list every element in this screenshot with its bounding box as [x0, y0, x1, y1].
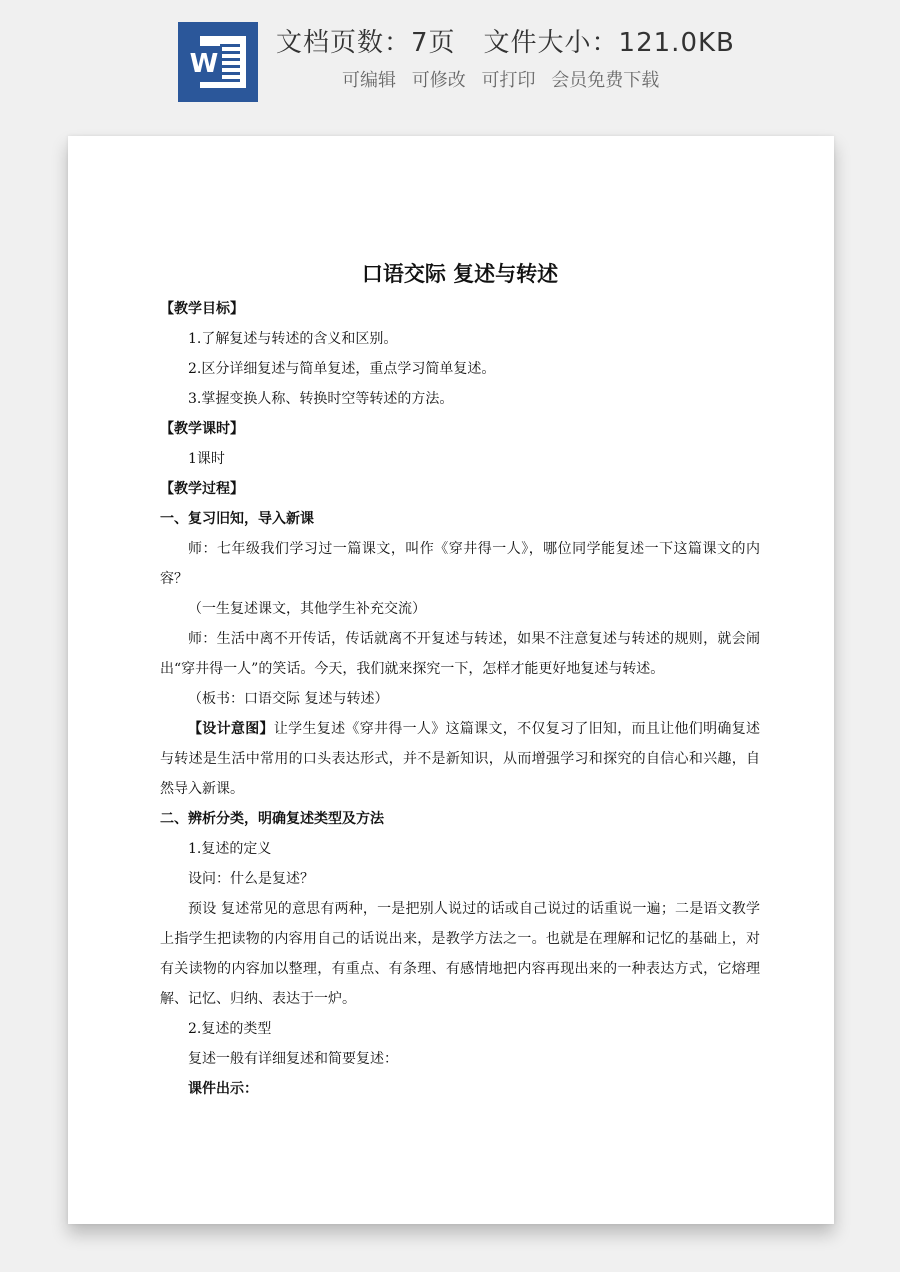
- goals-heading: 【教学目标】: [160, 301, 244, 317]
- goal-item: 1.了解复述与转述的含义和区别。: [188, 331, 398, 347]
- hours-heading: 【教学课时】: [160, 421, 244, 437]
- document-page: [68, 136, 834, 1224]
- page-count-label: 文档页数：7页: [276, 28, 456, 58]
- section1-paragraph: 师：生活中离不开传话，传话就离不开复述与转述，如果不注意复述与转述的规则，就会闹出“穿井得一人”的笑话。今天，我们就来探究一下，怎样才能更好地复述与转述。: [160, 631, 760, 677]
- goal-item: 2.区分详细复述与简单复述，重点学习简单复述。: [188, 361, 496, 377]
- document-title: 口语交际 复述与转述: [361, 262, 559, 286]
- file-size-label: 文件大小：121.0KB: [483, 28, 735, 58]
- design-intent-paragraph: [160, 714, 760, 804]
- section1-paragraph: （一生复述课文，其他学生补充交流）: [188, 601, 426, 617]
- courseware-label: 课件出示：: [188, 1081, 258, 1097]
- section2-paragraph: 复述一般有详细复述和简要复述：: [188, 1051, 398, 1067]
- design-intent-label: 【设计意图】: [188, 721, 274, 737]
- subsection-heading: 1.复述的定义: [188, 841, 272, 857]
- hours-value: 1课时: [188, 451, 225, 467]
- goal-item: 3.掌握变换人称、转换时空等转述的方法。: [188, 391, 454, 407]
- process-heading: 【教学过程】: [160, 481, 244, 497]
- feature-list: [342, 66, 669, 92]
- design-intent-text: 让学生复述《穿井得一人》这篇课文，不仅复习了旧知，而且让他们明确复述与转述是生活中常用的口头表达形式，并不是新知识，从而增强学习和探究的自信心和兴趣，自然导入新课。: [160, 721, 761, 797]
- feature-editable: 可编辑: [342, 70, 396, 91]
- section2-heading: 二、辨析分类，明确复述类型及方法: [160, 811, 384, 827]
- feature-printable: 可打印: [481, 70, 536, 91]
- feature-member-download: 会员免费下载: [551, 70, 660, 91]
- word-document-icon: [178, 22, 258, 102]
- section2-paragraph: 预设 复述常见的意思有两种，一是把别人说过的话或自己说过的话重说一遍；二是语文教学上指学生把读物的内容用自己的话说出来，是教学方法之一。也就是在理解和记忆的基础上，对有关读物的内容加以整理，有重点、有条理、有感情地把内容再现出来的一种表达方式，它熔理解、记忆、归纳、表达于一炉。: [160, 901, 760, 1007]
- section1-paragraph: 师：七年级我们学习过一篇课文，叫作《穿井得一人》，哪位同学能复述一下这篇课文的内容？: [160, 541, 760, 587]
- feature-modifiable: 可修改: [411, 70, 466, 91]
- subsection-heading: 2.复述的类型: [188, 1021, 272, 1037]
- section2-paragraph: 设问：什么是复述？: [188, 871, 314, 887]
- file-stats: [276, 22, 735, 59]
- section1-heading: 一、复习旧知，导入新课: [160, 511, 314, 527]
- document-body: [160, 254, 760, 1104]
- section1-paragraph: （板书：口语交际 复述与转述）: [188, 691, 389, 707]
- document-info-header: [0, 0, 900, 120]
- word-letter-badge: W: [186, 46, 222, 82]
